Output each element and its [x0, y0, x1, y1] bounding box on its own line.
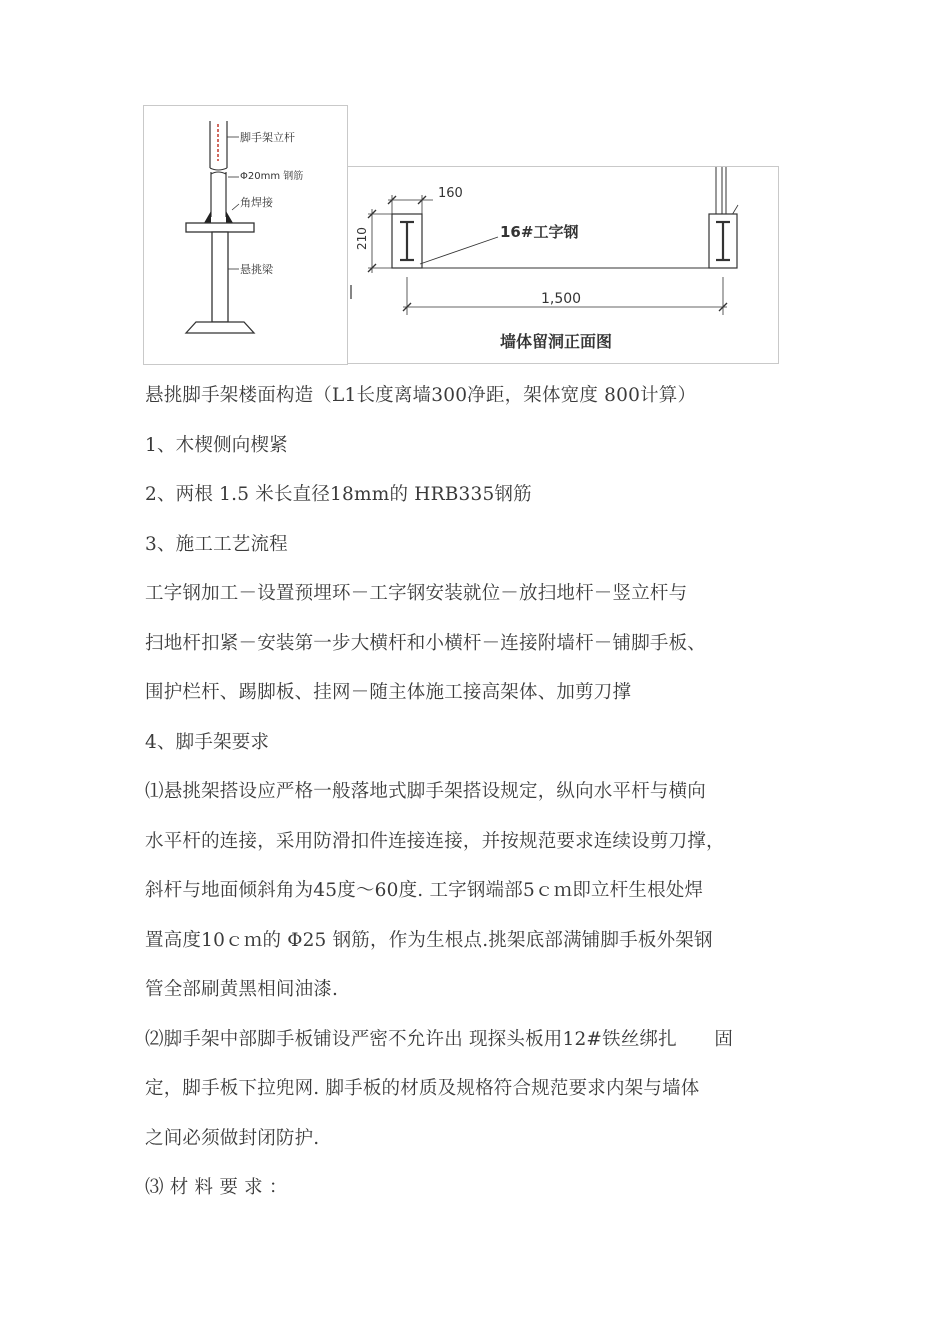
text-line-11: 置高度10ｃｍ的 Φ25 钢筋，作为生根点.挑架底部满铺脚手板外架钢 [145, 930, 713, 951]
cantilever-detail-figure [143, 105, 348, 365]
cantilever-detail-drawing [144, 106, 349, 366]
text-line-10: 斜杆与地面倾斜角为45度～60度. 工字钢端部5ｃｍ即立杆生根处焊 [145, 880, 704, 901]
rebar-label: Φ20mm 钢筋 [240, 171, 304, 182]
dim-width-label: 160 [438, 186, 463, 201]
weld-label: 角焊接 [240, 196, 273, 209]
text-line-2: 2、两根 1.5 米长直径18mm的 HRB335钢筋 [145, 484, 532, 505]
text-line-5: 扫地杆扣紧－安装第一步大横杆和小横杆－连接附墙杆－铺脚手板、 [145, 633, 707, 654]
text-line-4: 工字钢加工－设置预埋环－工字钢安装就位－放扫地杆－竖立杆与 [145, 583, 688, 604]
pole-label: 脚手架立杆 [240, 131, 295, 144]
text-line-3: 3、施工工艺流程 [145, 534, 288, 555]
text-line-1: 1、木楔侧向楔紧 [145, 435, 288, 456]
beam-label: 悬挑梁 [240, 263, 273, 276]
text-line-16: ⑶ 材 料 要 求 ： [145, 1177, 288, 1198]
text-line-8: ⑴悬挑架搭设应严格一般落地式脚手架搭设规定，纵向水平杆与横向 [145, 781, 707, 802]
text-line-13: ⑵脚手架中部脚手板铺设严密不允许出 现探头板用12#铁丝绑扎 固 [145, 1029, 734, 1050]
figure-caption-text: 悬挑脚手架楼面构造（L1长度离墙300净距，架体宽度 800计算） [145, 385, 697, 406]
wall-opening-figure [347, 166, 779, 364]
ibeam-label: 16#工字钢 [500, 223, 579, 241]
text-line-14: 定，脚手板下拉兜网. 脚手板的材质及规格符合规范要求内架与墙体 [145, 1078, 700, 1099]
text-line-15: 之间必须做封闭防护. [145, 1128, 320, 1149]
text-line-7: 4、脚手架要求 [145, 732, 270, 753]
dim-height-label: 210 [355, 227, 369, 250]
text-line-6: 围护栏杆、踢脚板、挂网－随主体施工接高架体、加剪刀撑 [145, 682, 632, 703]
wall-opening-drawing [348, 167, 780, 365]
text-line-12: 管全部刷黄黑相间油漆. [145, 979, 339, 1000]
dim-span-label: 1,500 [541, 291, 582, 307]
figure-caption: 墙体留洞正面图 [500, 332, 613, 351]
text-line-9: 水平杆的连接，采用防滑扣件连接连接，并按规范要求连续设剪刀撑， [145, 831, 725, 852]
